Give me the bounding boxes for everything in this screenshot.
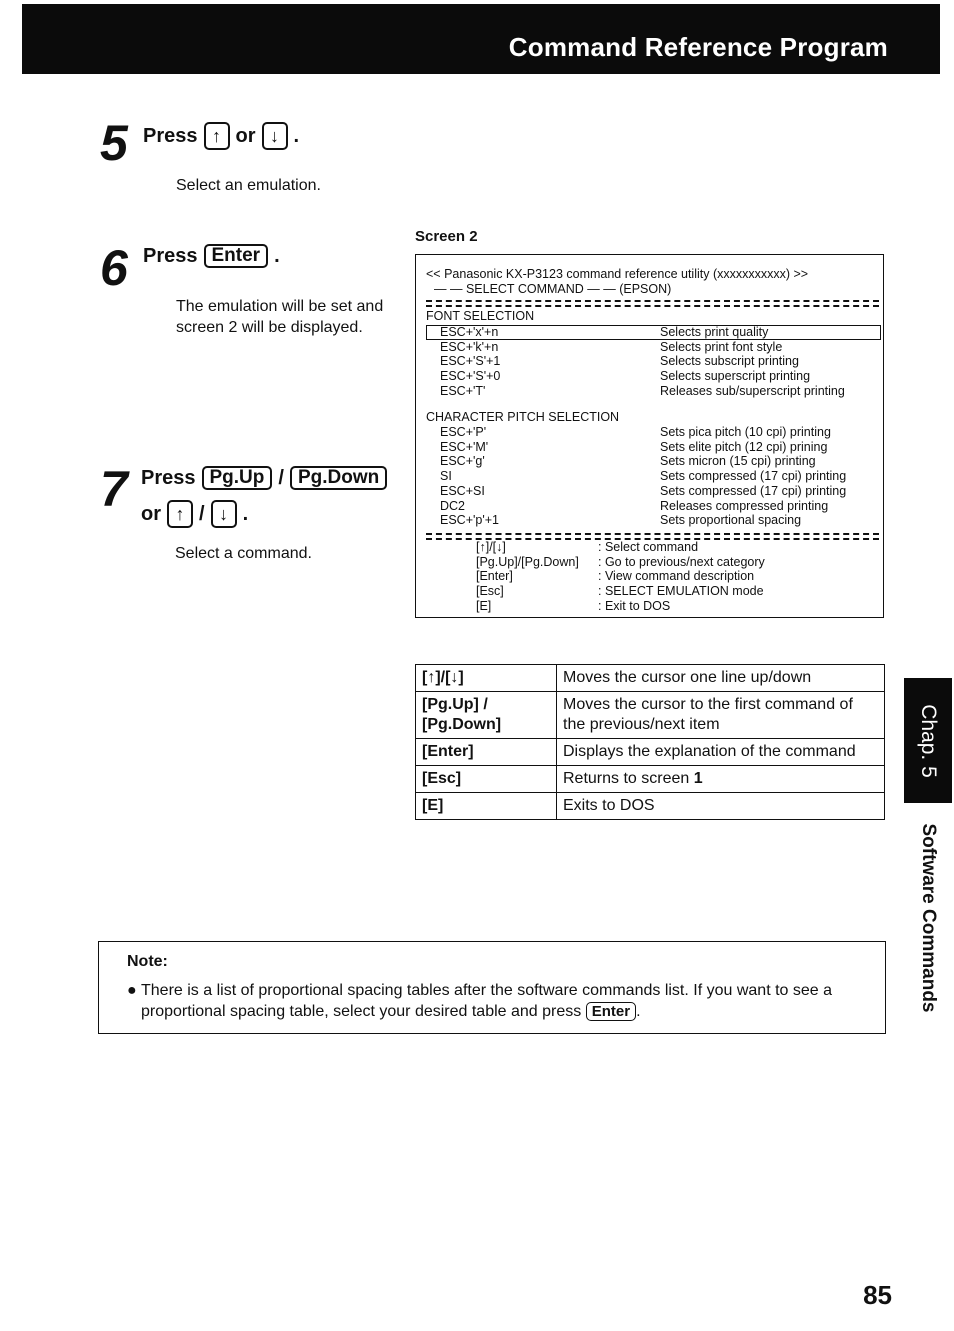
- table-key-cell: [Enter]: [416, 739, 557, 766]
- step-5-heading: [143, 122, 299, 150]
- command-description: Selects print font style: [660, 339, 783, 354]
- help-key: [Esc]: [476, 584, 504, 599]
- page-down-key-icon: Pg.Down: [290, 466, 387, 490]
- command-code: ESC+'S'+0: [440, 369, 501, 384]
- desc-prefix: Returns to screen: [563, 770, 694, 787]
- command-code: ESC+'T': [440, 383, 486, 398]
- help-key: [E]: [476, 598, 492, 613]
- period: .: [274, 245, 280, 267]
- enter-key-icon: Enter: [586, 1002, 636, 1021]
- command-code: ESC+'p'+1: [440, 513, 499, 528]
- table-desc-cell: Exits to DOS: [557, 793, 885, 820]
- pitch-section-heading: CHARACTER PITCH SELECTION: [426, 410, 620, 424]
- table-key-cell: [Pg.Up] / [Pg.Down]: [416, 692, 557, 739]
- screen-subtitle-line: — — SELECT COMMAND — — (EPSON): [434, 282, 672, 296]
- section-title: Software Commands: [918, 823, 939, 1013]
- command-description: Sets proportional spacing: [660, 513, 802, 528]
- command-description: Sets elite pitch (12 cpi) prining: [660, 439, 828, 454]
- press-label: Press: [141, 467, 196, 489]
- command-code: ESC+SI: [440, 483, 485, 498]
- help-key: [Pg.Up]/[Pg.Down]: [476, 554, 579, 569]
- dashed-divider: [426, 300, 879, 302]
- font-section-heading: FONT SELECTION: [426, 309, 535, 323]
- table-row: [416, 793, 885, 820]
- table-row: [416, 739, 885, 766]
- command-code: ESC+'k'+n: [440, 339, 499, 354]
- command-description: Sets pica pitch (10 cpi) printing: [660, 425, 831, 439]
- command-description: Sets compressed (17 cpi) printing: [660, 483, 847, 498]
- help-description: : Go to previous/next category: [598, 554, 765, 569]
- note-title: Note:: [127, 953, 168, 970]
- step-5-description: Select an emulation.: [176, 177, 321, 194]
- command-code: ESC+'P': [440, 425, 487, 439]
- step-6-number: 6: [100, 240, 128, 296]
- period: .: [636, 1003, 641, 1020]
- note-body-text: There is a list of proportional spacing tables after the software commands list. If you want to see a proportional spacing table, select your desired table and press: [141, 982, 833, 1020]
- help-description: : SELECT EMULATION mode: [598, 584, 764, 599]
- slash: /: [199, 503, 205, 525]
- command-code: ESC+'M': [440, 439, 489, 454]
- command-description: Selects superscript printing: [660, 369, 811, 384]
- step-7-heading-line-1: [141, 466, 387, 490]
- slash: /: [278, 467, 284, 489]
- note-text: [127, 980, 867, 1022]
- or-label: or: [235, 125, 256, 147]
- command-description: Selects print quality: [660, 325, 769, 339]
- period: .: [242, 503, 249, 525]
- command-code: SI: [440, 469, 452, 484]
- up-arrow-key-icon: ↑: [167, 500, 193, 528]
- table-desc-cell: [557, 766, 885, 793]
- help-description: : Select command: [598, 540, 699, 554]
- command-code: DC2: [440, 498, 466, 513]
- note-box: [98, 941, 886, 1034]
- table-desc-cell: Moves the cursor to the first command of the previous/next item: [557, 692, 885, 739]
- command-description: Sets micron (15 cpi) printing: [660, 454, 816, 469]
- command-description: Sets compressed (17 cpi) printing: [660, 469, 847, 484]
- page-title: Command Reference Program: [508, 32, 888, 62]
- table-row: [416, 766, 885, 793]
- command-code: ESC+'g': [440, 454, 485, 469]
- page-header: [22, 4, 940, 74]
- or-label: or: [141, 503, 161, 525]
- step-6-heading: [143, 244, 280, 268]
- step-7-heading-line-2: [141, 500, 248, 528]
- table-key-cell: [↑]/[↓]: [416, 665, 557, 692]
- screen-title-line: << Panasonic KX-P3123 command reference utility (xxxxxxxxxxx) >>: [426, 267, 809, 281]
- help-description: : View command description: [598, 569, 755, 584]
- screen-2-display: [415, 254, 884, 618]
- screen-label: Screen 2: [415, 228, 478, 245]
- chapter-tab: [904, 678, 952, 803]
- down-arrow-key-icon: ↓: [211, 500, 237, 528]
- help-key: [↑]/[↓]: [476, 540, 506, 554]
- press-label: Press: [143, 245, 198, 267]
- command-code: ESC+'x'+n: [440, 325, 499, 339]
- section-side-title: [914, 813, 942, 1023]
- key-function-table: [415, 664, 885, 820]
- table-key-cell: [Esc]: [416, 766, 557, 793]
- step-6-description-line-2: screen 2 will be displayed.: [176, 319, 363, 336]
- table-row: [416, 665, 885, 692]
- page-number: 85: [863, 1280, 892, 1310]
- step-6-description: [176, 296, 383, 338]
- down-arrow-key-icon: ↓: [262, 122, 288, 150]
- enter-key-icon: Enter: [204, 244, 269, 268]
- command-description: Releases compressed printing: [660, 498, 829, 513]
- screen-number: 1: [693, 770, 703, 787]
- press-label: Press: [143, 125, 198, 147]
- command-code: ESC+'S'+1: [440, 354, 501, 369]
- note-body: [127, 980, 867, 1022]
- table-desc-cell: Moves the cursor one line up/down: [557, 665, 885, 692]
- command-description: Releases sub/superscript printing: [660, 383, 845, 398]
- chapter-label: Chap. 5: [917, 703, 940, 778]
- dashed-divider: [426, 533, 879, 535]
- command-description: Selects subscript printing: [660, 354, 799, 369]
- help-description: : Exit to DOS: [598, 598, 671, 613]
- step-6-description-line-1: The emulation will be set and: [176, 298, 384, 315]
- help-key: [Enter]: [476, 569, 513, 584]
- step-5-number: 5: [100, 115, 128, 171]
- period: .: [293, 125, 300, 147]
- up-arrow-key-icon: ↑: [204, 122, 230, 150]
- bullet-icon: ●: [127, 982, 137, 999]
- table-key-cell: [E]: [416, 793, 557, 820]
- page-up-key-icon: Pg.Up: [202, 466, 273, 490]
- table-desc-cell: Displays the explanation of the command: [557, 739, 885, 766]
- table-row: [416, 692, 885, 739]
- step-7-number: 7: [100, 461, 128, 517]
- step-7-description: Select a command.: [175, 545, 312, 562]
